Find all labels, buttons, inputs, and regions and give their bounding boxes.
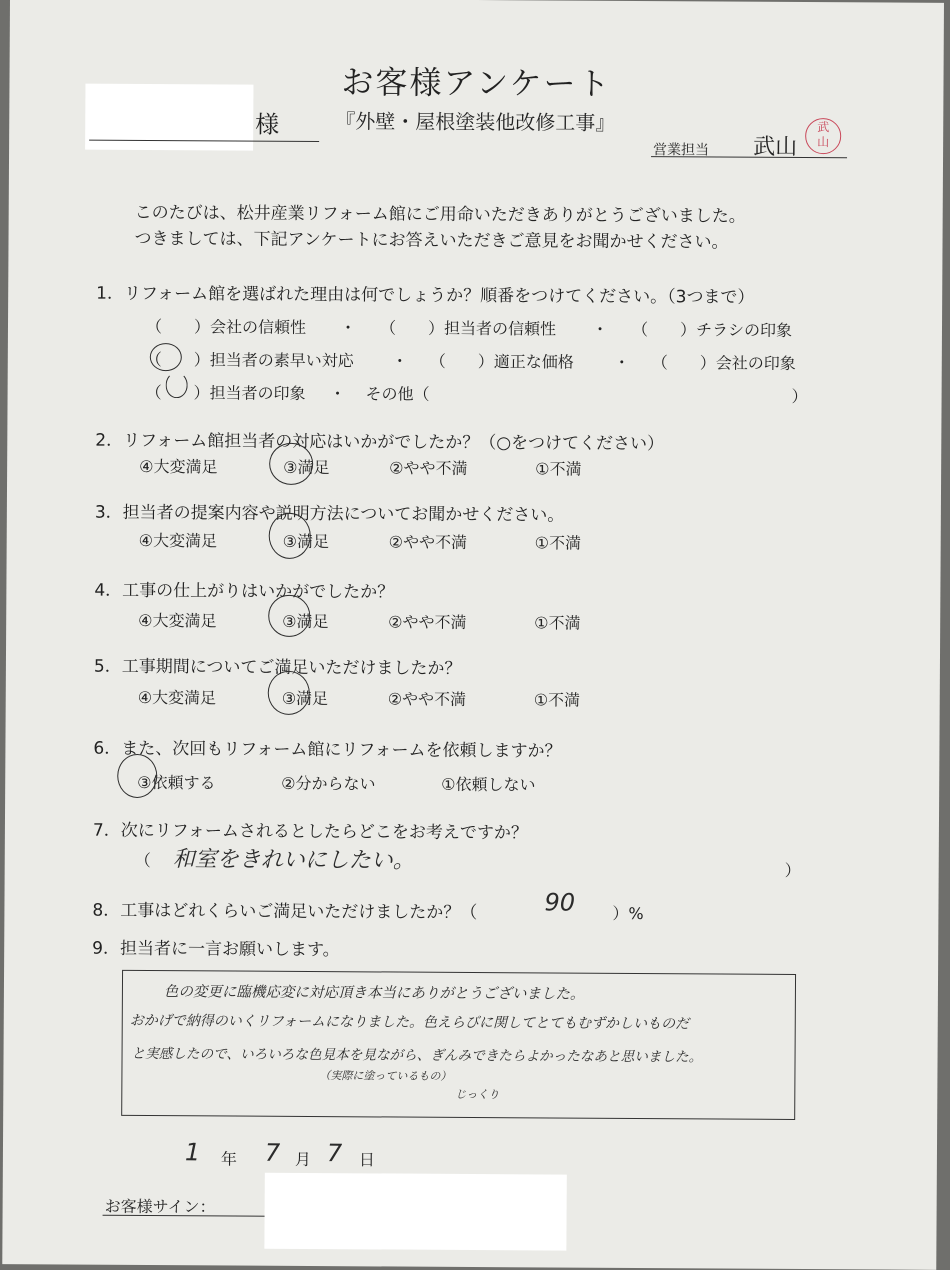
q1-dot: ・	[339, 318, 357, 338]
q6-mark-will-request	[117, 754, 157, 798]
q4-somewhat-dissatisfied: ②やや不満	[388, 612, 467, 632]
date-day-label: 日	[358, 1150, 375, 1170]
date-day: 7	[326, 1139, 343, 1168]
q1-mark-staff-impression	[166, 372, 188, 398]
q1-option-company-trust: （ ）会社の信頼性	[145, 316, 307, 337]
question-1: 1．リフォーム館を選ばれた理由は何でしょうか？順番をつけてください。（3つまで）	[96, 283, 755, 308]
q1-mark-quick-response	[150, 343, 182, 371]
q1-option-staff-trust: （ ）担当者の信頼性	[379, 318, 557, 339]
question-3: 3．担当者の提案内容や説明方法についてお聞かせください。	[94, 502, 565, 526]
survey-title: お客様アンケート	[341, 63, 612, 103]
project-name: 『外壁・屋根塗装他改修工事』	[335, 109, 616, 135]
q8-suffix: ）%	[612, 903, 644, 924]
question-8: 8．工事はどれくらいご満足いただけましたか？（	[92, 900, 478, 924]
q4-very-satisfied: ④大変満足	[138, 610, 217, 631]
q1-option-flyer: （ ）チラシの印象	[631, 319, 793, 340]
q1-option-quick-response: （ ）担当者の素早い対応	[145, 349, 354, 371]
q5-very-satisfied: ④大変満足	[137, 687, 217, 708]
comment-line-2: おかげで納得のいくリフォームになりました。色えらびに関してとてもむずかしいものだ	[129, 1012, 690, 1033]
sales-rep-name: 武山	[753, 134, 798, 160]
survey-sheet	[2, 0, 944, 1270]
q6-not-sure: ②分からない	[281, 773, 376, 794]
question-9: 9．担当者に一言お願いします。	[92, 938, 340, 961]
question-4: 4．工事の仕上がりはいかがでしたか？	[94, 580, 395, 603]
question-2: 2．リフォーム館担当者の対応はいかがでしたか？（○をつけてください）	[95, 430, 665, 455]
q7-open-paren: （	[134, 850, 151, 871]
intro-line-1: このたびは、松井産業リフォーム館にご用命いただきありがとうございました。	[134, 202, 746, 227]
signature-redaction	[264, 1173, 566, 1251]
intro-line-2: つきましては、下記アンケートにお答えいただきご意見をお聞かせください。	[134, 228, 729, 253]
sales-rep-seal	[805, 118, 841, 154]
comment-note-carefully: じっくり	[455, 1087, 500, 1102]
q3-dissatisfied: ①不満	[534, 533, 582, 553]
question-6: 6．また、次回もリフォーム館にリフォームを依頼しますか？	[93, 738, 562, 762]
question-7: 7．次にリフォームされるとしたらどこをお考えですか？	[92, 820, 528, 844]
q3-satisfied: ③満足	[282, 531, 330, 552]
q2-dissatisfied: ①不満	[535, 459, 582, 479]
comment-note-paint: （実際に塗っているもの）	[319, 1069, 452, 1083]
q3-very-satisfied: ④大変満足	[138, 530, 218, 551]
q2-somewhat-dissatisfied: ②やや不満	[389, 458, 468, 478]
q1-option-fair-price: （ ）適正な価格	[429, 351, 574, 372]
q1-dot: ・	[613, 352, 630, 372]
q1-other-close: ）	[791, 386, 808, 407]
honorific: 様	[255, 110, 280, 139]
q7-close-paren: ）	[784, 860, 801, 880]
q1-option-staff-impression: （ ）担当者の印象	[145, 382, 306, 403]
q4-dissatisfied: ①不満	[534, 613, 581, 633]
q2-very-satisfied: ④大変満足	[139, 456, 218, 477]
q6-will-not-request: ①依頼しない	[441, 774, 536, 795]
date-month-label: 月	[294, 1149, 311, 1170]
q7-answer: 和室をきれいにしたい。	[172, 847, 415, 874]
question-5: 5．工事期間についてご満足いただけましたか？	[93, 656, 462, 679]
q2-mark-satisfied	[269, 443, 313, 485]
q4-mark-satisfied	[268, 595, 310, 637]
sales-rep-label: 営業担当	[653, 142, 710, 159]
date-year: 1	[184, 1138, 201, 1167]
comment-line-1: 色の変更に臨機応変に対応頂き本当にありがとうございました。	[163, 984, 585, 1003]
q6-will-request: ③依頼する	[137, 772, 216, 793]
q5-satisfied: ③満足	[281, 688, 329, 709]
q3-mark-satisfied	[269, 513, 311, 559]
q5-dissatisfied: ①不満	[533, 690, 581, 710]
q2-satisfied: ③満足	[283, 457, 330, 478]
q1-option-other: その他（	[365, 384, 430, 404]
signature-label: お客様サイン：	[104, 1196, 216, 1217]
q5-mark-satisfied	[268, 671, 310, 715]
date-month: 7	[264, 1138, 281, 1167]
q4-satisfied: ③満足	[282, 611, 329, 632]
comment-line-3: と実感したので、いろいろな色見本を見ながら、ぎんみできたらよかったなあと思いました。	[131, 1045, 703, 1066]
date-year-label: 年	[220, 1149, 237, 1169]
seal-text: 武山	[817, 120, 830, 150]
q3-somewhat-dissatisfied: ②やや不満	[388, 532, 468, 552]
q1-dot: ・	[391, 351, 408, 371]
q1-dot: ・	[591, 319, 609, 339]
q5-somewhat-dissatisfied: ②やや不満	[387, 689, 467, 709]
q1-dot: ・	[329, 384, 346, 404]
q8-answer: 90	[544, 888, 576, 917]
q1-option-company-impression: （ ）会社の印象	[651, 353, 796, 373]
